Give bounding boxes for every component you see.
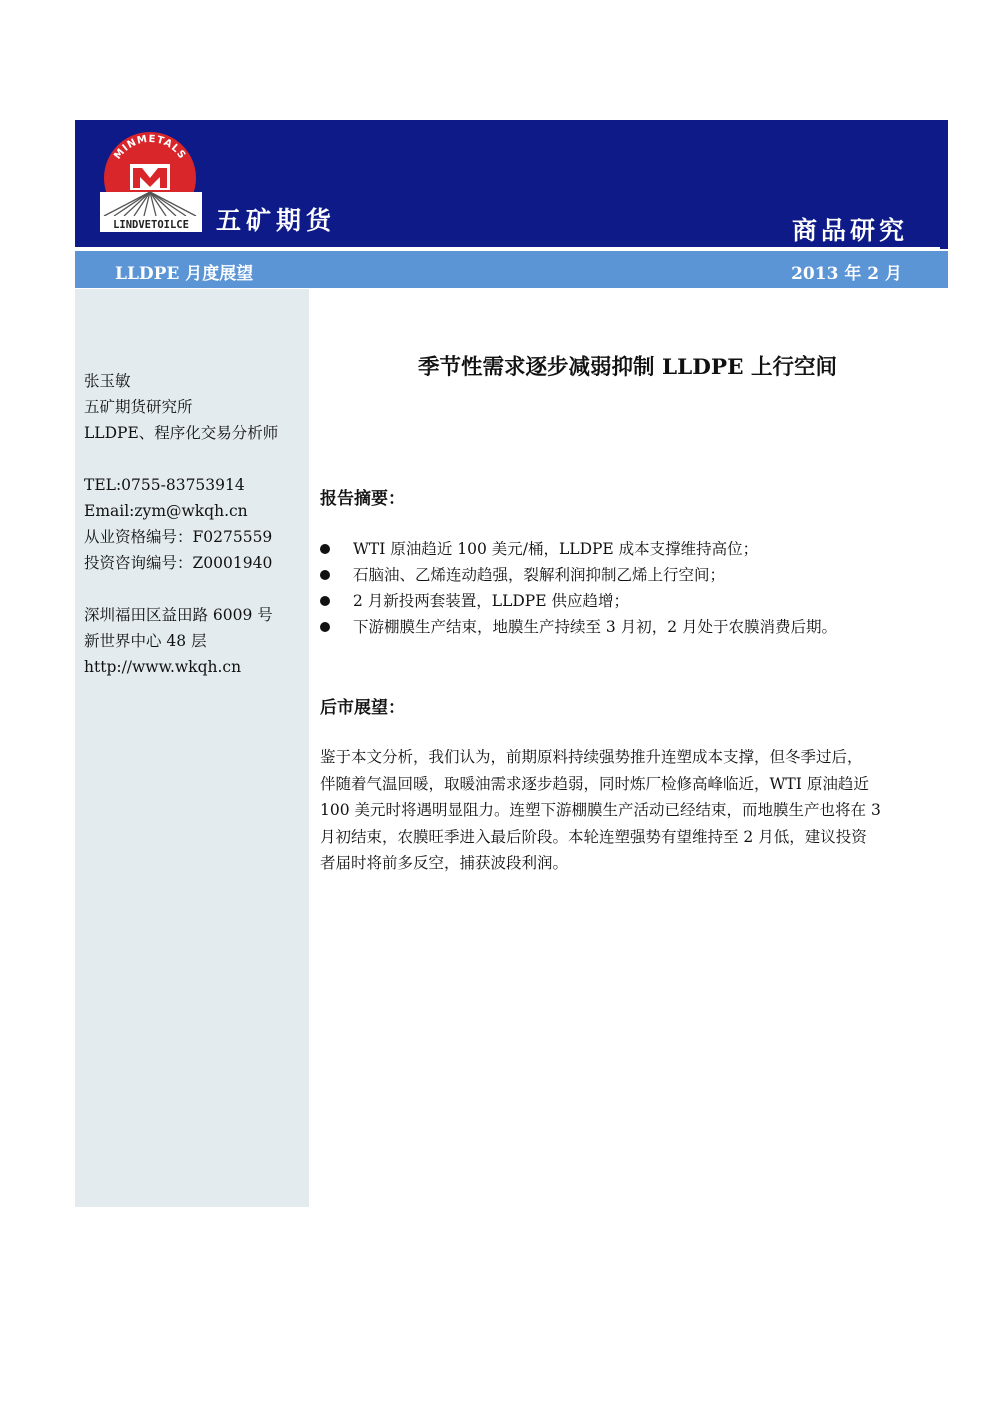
list-item: 石脑油、乙烯连动趋强，裂解利润抑制乙烯上行空间； (318, 562, 938, 588)
report-date: 2013 年 2 月 (791, 264, 902, 284)
list-item: WTI 原油趋近 100 美元/桶，LLDPE 成本支撑维持高位； (318, 536, 938, 562)
summary-list (318, 536, 938, 640)
author-contact-block (84, 368, 278, 680)
section-label: 商品研究 (792, 216, 909, 245)
bullet-dot-icon (320, 544, 330, 554)
author-license-2: 投资咨询编号：Z0001940 (84, 554, 273, 572)
logo-arc-text: MINMETALS (112, 133, 188, 162)
outlook-line: 伴随着气温回暖，取暖油需求逐步趋弱，同时炼厂检修高峰临近，WTI 原油趋近 (320, 774, 869, 793)
report-title: 季节性需求逐步减弱抑制 LLDPE 上行空间 (418, 355, 837, 380)
outlook-line: 100 美元时将遇明显阻力。连塑下游棚膜生产活动已经结束，而地膜生产也将在 3 (320, 801, 881, 819)
website-link[interactable]: http://www.wkqh.cn (84, 658, 242, 676)
summary-heading: 报告摘要： (320, 489, 405, 509)
outlook-line: 月初结束，农膜旺季进入最后阶段。本轮连塑强势有望维持至 2 月低，建议投资 (320, 827, 867, 846)
address-line-2: 新世界中心 48 层 (84, 632, 207, 650)
address-line-1: 深圳福田区益田路 6009 号 (84, 606, 273, 624)
author-license-1: 从业资格编号：F0275559 (84, 528, 273, 546)
author-role: LLDPE、程序化交易分析师 (84, 424, 279, 442)
author-institute: 五矿期货研究所 (84, 398, 193, 416)
list-item: 2 月新投两套装置，LLDPE 供应趋增； (318, 588, 938, 614)
company-name: 五矿期货 (216, 206, 337, 235)
logo-base-text: LINDVETOILCE (113, 219, 189, 231)
outlook-line: 者届时将前多反空，捕获波段利润。 (320, 854, 569, 872)
outlook-heading: 后市展望： (320, 698, 405, 718)
bullet-dot-icon (320, 622, 330, 632)
bullet-dot-icon (320, 596, 330, 606)
list-item: 下游棚膜生产结束，地膜生产持续至 3 月初，2 月处于农膜消费后期。 (318, 614, 938, 640)
header-divider (75, 247, 940, 249)
author-tel: TEL:0755-83753914 (84, 476, 245, 494)
report-type: LLDPE 月度展望 (115, 264, 254, 284)
author-name: 张玉敏 (84, 372, 131, 390)
bullet-dot-icon (320, 570, 330, 580)
minmetals-logo-icon (100, 132, 202, 232)
outlook-paragraph (320, 744, 940, 877)
author-email: Email:zym@wkqh.cn (84, 502, 248, 520)
outlook-line: 鉴于本文分析，我们认为，前期原料持续强势推升连塑成本支撑，但冬季过后， (320, 748, 863, 766)
